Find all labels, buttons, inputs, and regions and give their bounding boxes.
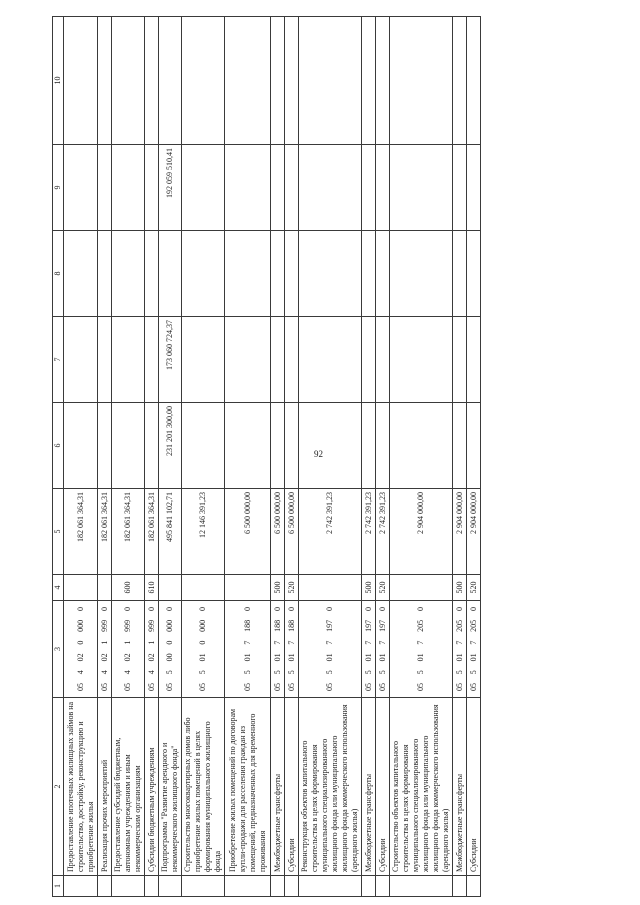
row-amount-cell-7: 173 060 724,37 [159,317,182,403]
row-amount-cell-5: 2 904 000,00 [390,489,453,575]
code-part: 5 [377,670,387,675]
table-row [453,17,467,897]
row-amount-cell-8 [299,231,362,317]
code-part: 188 [286,619,296,632]
column-number-5: 5 [53,489,64,575]
code-part: 01 [325,653,334,662]
code-part: 05 [468,683,478,691]
row-expense-type-cell: 520 [467,575,481,601]
row-amount-cell-10 [299,17,362,145]
row-amount-cell-7 [453,317,467,403]
row-expense-type-cell [390,575,453,601]
code-part: 05 [165,683,174,691]
row-amount-cell-8 [390,231,453,317]
code-part: 205 [468,619,478,632]
row-index-cell [182,876,225,897]
code-part: 7 [286,640,296,645]
row-amount-cell-10 [362,17,376,145]
row-amount-cell-7 [182,317,225,403]
row-amount-cell-9 [182,145,225,231]
row-amount-cell-10 [159,17,182,145]
row-code-cell [98,601,112,698]
code-part: 0 [198,607,207,612]
table-row [376,17,390,897]
code-parts [100,604,110,694]
row-expense-type-cell: 520 [285,575,299,601]
rotated-table-container [52,42,634,897]
row-amount-cell-6 [112,403,145,489]
row-amount-cell-7 [98,317,112,403]
row-name-cell: Межбюджетные трансферты [453,698,467,876]
code-part: 05 [377,683,387,691]
row-amount-cell-8 [64,231,98,317]
row-expense-type-cell: 610 [145,575,159,601]
row-amount-cell-8 [182,231,225,317]
code-part: 5 [242,670,252,675]
row-expense-type-cell [64,575,98,601]
code-part: 1 [123,640,132,645]
code-parts [378,604,388,694]
row-amount-cell-7 [64,317,98,403]
code-part: 05 [416,683,425,691]
row-amount-cell-5: 12 146 391,23 [182,489,225,575]
code-part: 7 [468,640,478,645]
row-expense-type-cell: 500 [271,575,285,601]
code-part: 0 [165,607,174,612]
table-row [467,17,481,897]
code-part: 7 [377,640,387,645]
row-amount-cell-7 [112,317,145,403]
code-part: 0 [165,640,174,645]
budget-table [52,16,481,897]
code-part: 01 [242,653,252,662]
row-expense-type-cell: 600 [112,575,145,601]
row-amount-cell-10 [64,17,98,145]
code-parts [287,604,297,694]
code-part: 05 [99,683,109,691]
code-part: 197 [325,619,334,632]
code-parts [76,604,86,694]
code-part: 05 [363,683,373,691]
row-amount-cell-9 [467,145,481,231]
row-amount-cell-7 [285,317,299,403]
row-amount-cell-6 [225,403,271,489]
code-part: 5 [363,670,373,675]
row-index-cell [362,876,376,897]
code-part: 01 [377,653,387,662]
row-amount-cell-6 [145,403,159,489]
code-part: 05 [198,683,207,691]
code-part: 01 [286,653,296,662]
table-row [271,17,285,897]
row-amount-cell-5: 495 841 102,71 [159,489,182,575]
row-amount-cell-7 [225,317,271,403]
table-row [225,17,271,897]
code-part: 05 [123,683,132,691]
code-part: 02 [123,653,132,662]
row-code-cell [64,601,98,698]
row-amount-cell-5: 6 500 000,00 [225,489,271,575]
row-amount-cell-6 [467,403,481,489]
code-part: 0 [325,607,334,612]
code-part: 02 [75,653,85,662]
row-index-cell [225,876,271,897]
code-part: 00 [165,653,174,662]
code-part: 999 [123,619,132,632]
row-amount-cell-8 [285,231,299,317]
code-part: 0 [416,607,425,612]
row-amount-cell-9 [64,145,98,231]
row-amount-cell-9 [453,145,467,231]
row-amount-cell-8 [225,231,271,317]
code-part: 0 [272,607,282,612]
column-number-6: 6 [53,403,64,489]
row-amount-cell-6 [390,403,453,489]
code-part: 0 [363,607,373,612]
code-part: 01 [454,653,464,662]
row-amount-cell-9 [390,145,453,231]
row-amount-cell-9 [145,145,159,231]
row-amount-cell-5: 2 904 000,00 [467,489,481,575]
row-expense-type-cell [98,575,112,601]
row-code-cell [225,601,271,698]
row-amount-cell-6 [299,403,362,489]
table-row [159,17,182,897]
row-amount-cell-8 [98,231,112,317]
table-row [362,17,376,897]
row-expense-type-cell: 520 [376,575,390,601]
row-amount-cell-5: 2 742 391,23 [376,489,390,575]
row-index-cell [159,876,182,897]
row-name-cell: Подпрограмма "Развитие арендного и некоммерческого жилищного фонда" [159,698,182,876]
code-part: 5 [468,670,478,675]
row-amount-cell-5: 182 061 364,31 [98,489,112,575]
row-amount-cell-8 [112,231,145,317]
row-amount-cell-10 [225,17,271,145]
row-amount-cell-6 [271,403,285,489]
code-part: 7 [363,640,373,645]
row-amount-cell-5: 182 061 364,31 [145,489,159,575]
code-part: 7 [416,640,425,645]
code-parts [364,604,374,694]
code-part: 05 [286,683,296,691]
row-amount-cell-9 [299,145,362,231]
code-part: 1 [146,640,156,645]
code-part: 205 [416,619,425,632]
code-part: 197 [377,619,387,632]
code-part: 01 [468,653,478,662]
row-amount-cell-7 [145,317,159,403]
row-amount-cell-7 [467,317,481,403]
row-index-cell [271,876,285,897]
row-amount-cell-9 [225,145,271,231]
table-row [98,17,112,897]
row-amount-cell-5: 2 904 000,00 [453,489,467,575]
row-expense-type-cell: 500 [453,575,467,601]
table-row [64,17,98,897]
row-amount-cell-7 [271,317,285,403]
code-parts [273,604,283,694]
row-amount-cell-7 [299,317,362,403]
row-amount-cell-6 [453,403,467,489]
code-part: 0 [123,607,132,612]
code-part: 0 [99,607,109,612]
code-parts [325,604,335,694]
row-amount-cell-10 [453,17,467,145]
code-parts [469,604,479,694]
page-number: 92 [314,449,323,459]
code-part: 05 [272,683,282,691]
row-name-cell: Предоставление субсидий бюджетным, автономным учреждениям и иным некоммерческим организациям [112,698,145,876]
code-part: 4 [99,670,109,675]
code-part: 197 [363,619,373,632]
table-body [64,17,481,897]
row-index-cell [467,876,481,897]
code-part: 0 [377,607,387,612]
row-amount-cell-7 [376,317,390,403]
row-index-cell [145,876,159,897]
row-amount-cell-10 [390,17,453,145]
row-amount-cell-6 [182,403,225,489]
code-part: 0 [468,607,478,612]
row-amount-cell-9: 192 059 510,41 [159,145,182,231]
table-row [299,17,362,897]
column-number-7: 7 [53,317,64,403]
row-amount-cell-10 [376,17,390,145]
column-number-2: 2 [53,698,64,876]
column-number-3: 3 [53,601,64,698]
code-part: 4 [123,670,132,675]
code-part: 01 [272,653,282,662]
code-part: 05 [146,683,156,691]
row-index-cell [376,876,390,897]
row-name-cell: Предоставление ипотечных жилищных займов на строительство, достройку, реконструкцию и приобретение жилья [64,698,98,876]
code-part: 5 [454,670,464,675]
code-part: 0 [75,640,85,645]
row-amount-cell-5: 6 500 000,00 [285,489,299,575]
row-expense-type-cell: 500 [362,575,376,601]
row-code-cell [467,601,481,698]
code-part: 05 [242,683,252,691]
row-amount-cell-10 [112,17,145,145]
row-amount-cell-8 [159,231,182,317]
code-part: 4 [146,670,156,675]
code-part: 000 [75,619,85,632]
code-part: 01 [198,653,207,662]
code-parts [198,604,208,694]
code-part: 000 [165,619,174,632]
row-name-cell: Межбюджетные трансферты [271,698,285,876]
row-amount-cell-5: 2 742 391,23 [299,489,362,575]
row-amount-cell-6: 231 201 300,00 [159,403,182,489]
row-name-cell: Субсидии [285,698,299,876]
row-amount-cell-5: 6 500 000,00 [271,489,285,575]
row-expense-type-cell [225,575,271,601]
code-part: 01 [363,653,373,662]
code-part: 188 [242,619,252,632]
row-amount-cell-6 [98,403,112,489]
code-part: 05 [454,683,464,691]
row-code-cell [112,601,145,698]
row-name-cell: Субсидии бюджетным учреждениям [145,698,159,876]
row-amount-cell-8 [145,231,159,317]
row-amount-cell-10 [271,17,285,145]
code-parts [455,604,465,694]
code-part: 5 [416,670,425,675]
row-amount-cell-9 [98,145,112,231]
code-part: 0 [454,607,464,612]
row-amount-cell-8 [453,231,467,317]
code-parts [243,604,253,694]
code-part: 1 [99,640,109,645]
code-part: 0 [198,640,207,645]
row-amount-cell-10 [98,17,112,145]
row-amount-cell-9 [362,145,376,231]
row-code-cell [285,601,299,698]
row-amount-cell-10 [182,17,225,145]
row-code-cell [299,601,362,698]
row-code-cell [145,601,159,698]
row-index-cell [453,876,467,897]
code-part: 5 [286,670,296,675]
row-amount-cell-9 [376,145,390,231]
row-amount-cell-10 [285,17,299,145]
row-index-cell [98,876,112,897]
row-index-cell [285,876,299,897]
code-part: 205 [454,619,464,632]
code-part: 7 [325,640,334,645]
code-part: 7 [272,640,282,645]
row-expense-type-cell [159,575,182,601]
row-amount-cell-6 [64,403,98,489]
row-amount-cell-10 [145,17,159,145]
row-amount-cell-10 [467,17,481,145]
code-part: 05 [325,683,334,691]
row-index-cell [112,876,145,897]
table-row [390,17,453,897]
row-code-cell [453,601,467,698]
row-name-cell: Строительство многоквартирных домов либо приобретение жилых помещений в целях формирования муниципального жилищного фонда [182,698,225,876]
row-amount-cell-9 [285,145,299,231]
row-expense-type-cell [299,575,362,601]
row-amount-cell-7 [390,317,453,403]
column-number-8: 8 [53,231,64,317]
row-index-cell [64,876,98,897]
row-code-cell [390,601,453,698]
column-number-row [53,17,64,897]
row-index-cell [299,876,362,897]
row-amount-cell-9 [271,145,285,231]
code-part: 5 [198,670,207,675]
code-part: 0 [242,607,252,612]
row-name-cell: Реконструкция объектов капитального строительства в целях формирования муниципального специализированного жилищного фонда или муниципального жилищного фонда коммерческого использования (арендного жилья) [299,698,362,876]
code-part: 02 [99,653,109,662]
row-code-cell [376,601,390,698]
row-amount-cell-5: 182 061 364,31 [64,489,98,575]
row-amount-cell-6 [285,403,299,489]
row-amount-cell-8 [467,231,481,317]
row-index-cell [390,876,453,897]
code-part: 02 [146,653,156,662]
row-amount-cell-8 [271,231,285,317]
column-number-4: 4 [53,575,64,601]
code-part: 000 [198,619,207,632]
code-part: 0 [75,607,85,612]
code-part: 0 [146,607,156,612]
code-parts [147,604,157,694]
code-parts [165,604,175,694]
code-part: 4 [75,670,85,675]
row-name-cell: Межбюджетные трансферты [362,698,376,876]
row-amount-cell-5: 2 742 391,23 [362,489,376,575]
row-expense-type-cell [182,575,225,601]
row-name-cell: Субсидии [376,698,390,876]
row-amount-cell-6 [376,403,390,489]
row-name-cell: Субсидии [467,698,481,876]
row-code-cell [362,601,376,698]
table-row [182,17,225,897]
column-number-1: 1 [53,876,64,897]
row-name-cell: Приобретение жилых помещений по договорам купли-продажи для расселения граждан из помещений, предназначенных для временного проживания [225,698,271,876]
row-amount-cell-8 [376,231,390,317]
code-part: 7 [242,640,252,645]
code-part: 01 [416,653,425,662]
row-name-cell: Строительство объектов капитального строительства в целях формирования муниципального специализированного жилищного фонда или муниципального жилищного фонда коммерческого использования (арендного жилья) [390,698,453,876]
code-part: 999 [99,619,109,632]
table-row [145,17,159,897]
row-code-cell [182,601,225,698]
code-parts [416,604,426,694]
code-parts [123,604,133,694]
code-part: 5 [325,670,334,675]
table-row [285,17,299,897]
code-part: 999 [146,619,156,632]
code-part: 7 [454,640,464,645]
row-amount-cell-8 [362,231,376,317]
code-part: 5 [272,670,282,675]
row-name-cell: Реализация прочих мероприятий [98,698,112,876]
row-code-cell [159,601,182,698]
row-amount-cell-6 [362,403,376,489]
code-part: 5 [165,670,174,675]
code-part: 05 [75,683,85,691]
code-part: 0 [286,607,296,612]
row-code-cell [271,601,285,698]
code-part: 188 [272,619,282,632]
column-number-9: 9 [53,145,64,231]
row-amount-cell-9 [112,145,145,231]
table-row [112,17,145,897]
row-amount-cell-7 [362,317,376,403]
row-amount-cell-5: 182 061 364,31 [112,489,145,575]
column-number-10: 10 [53,17,64,145]
